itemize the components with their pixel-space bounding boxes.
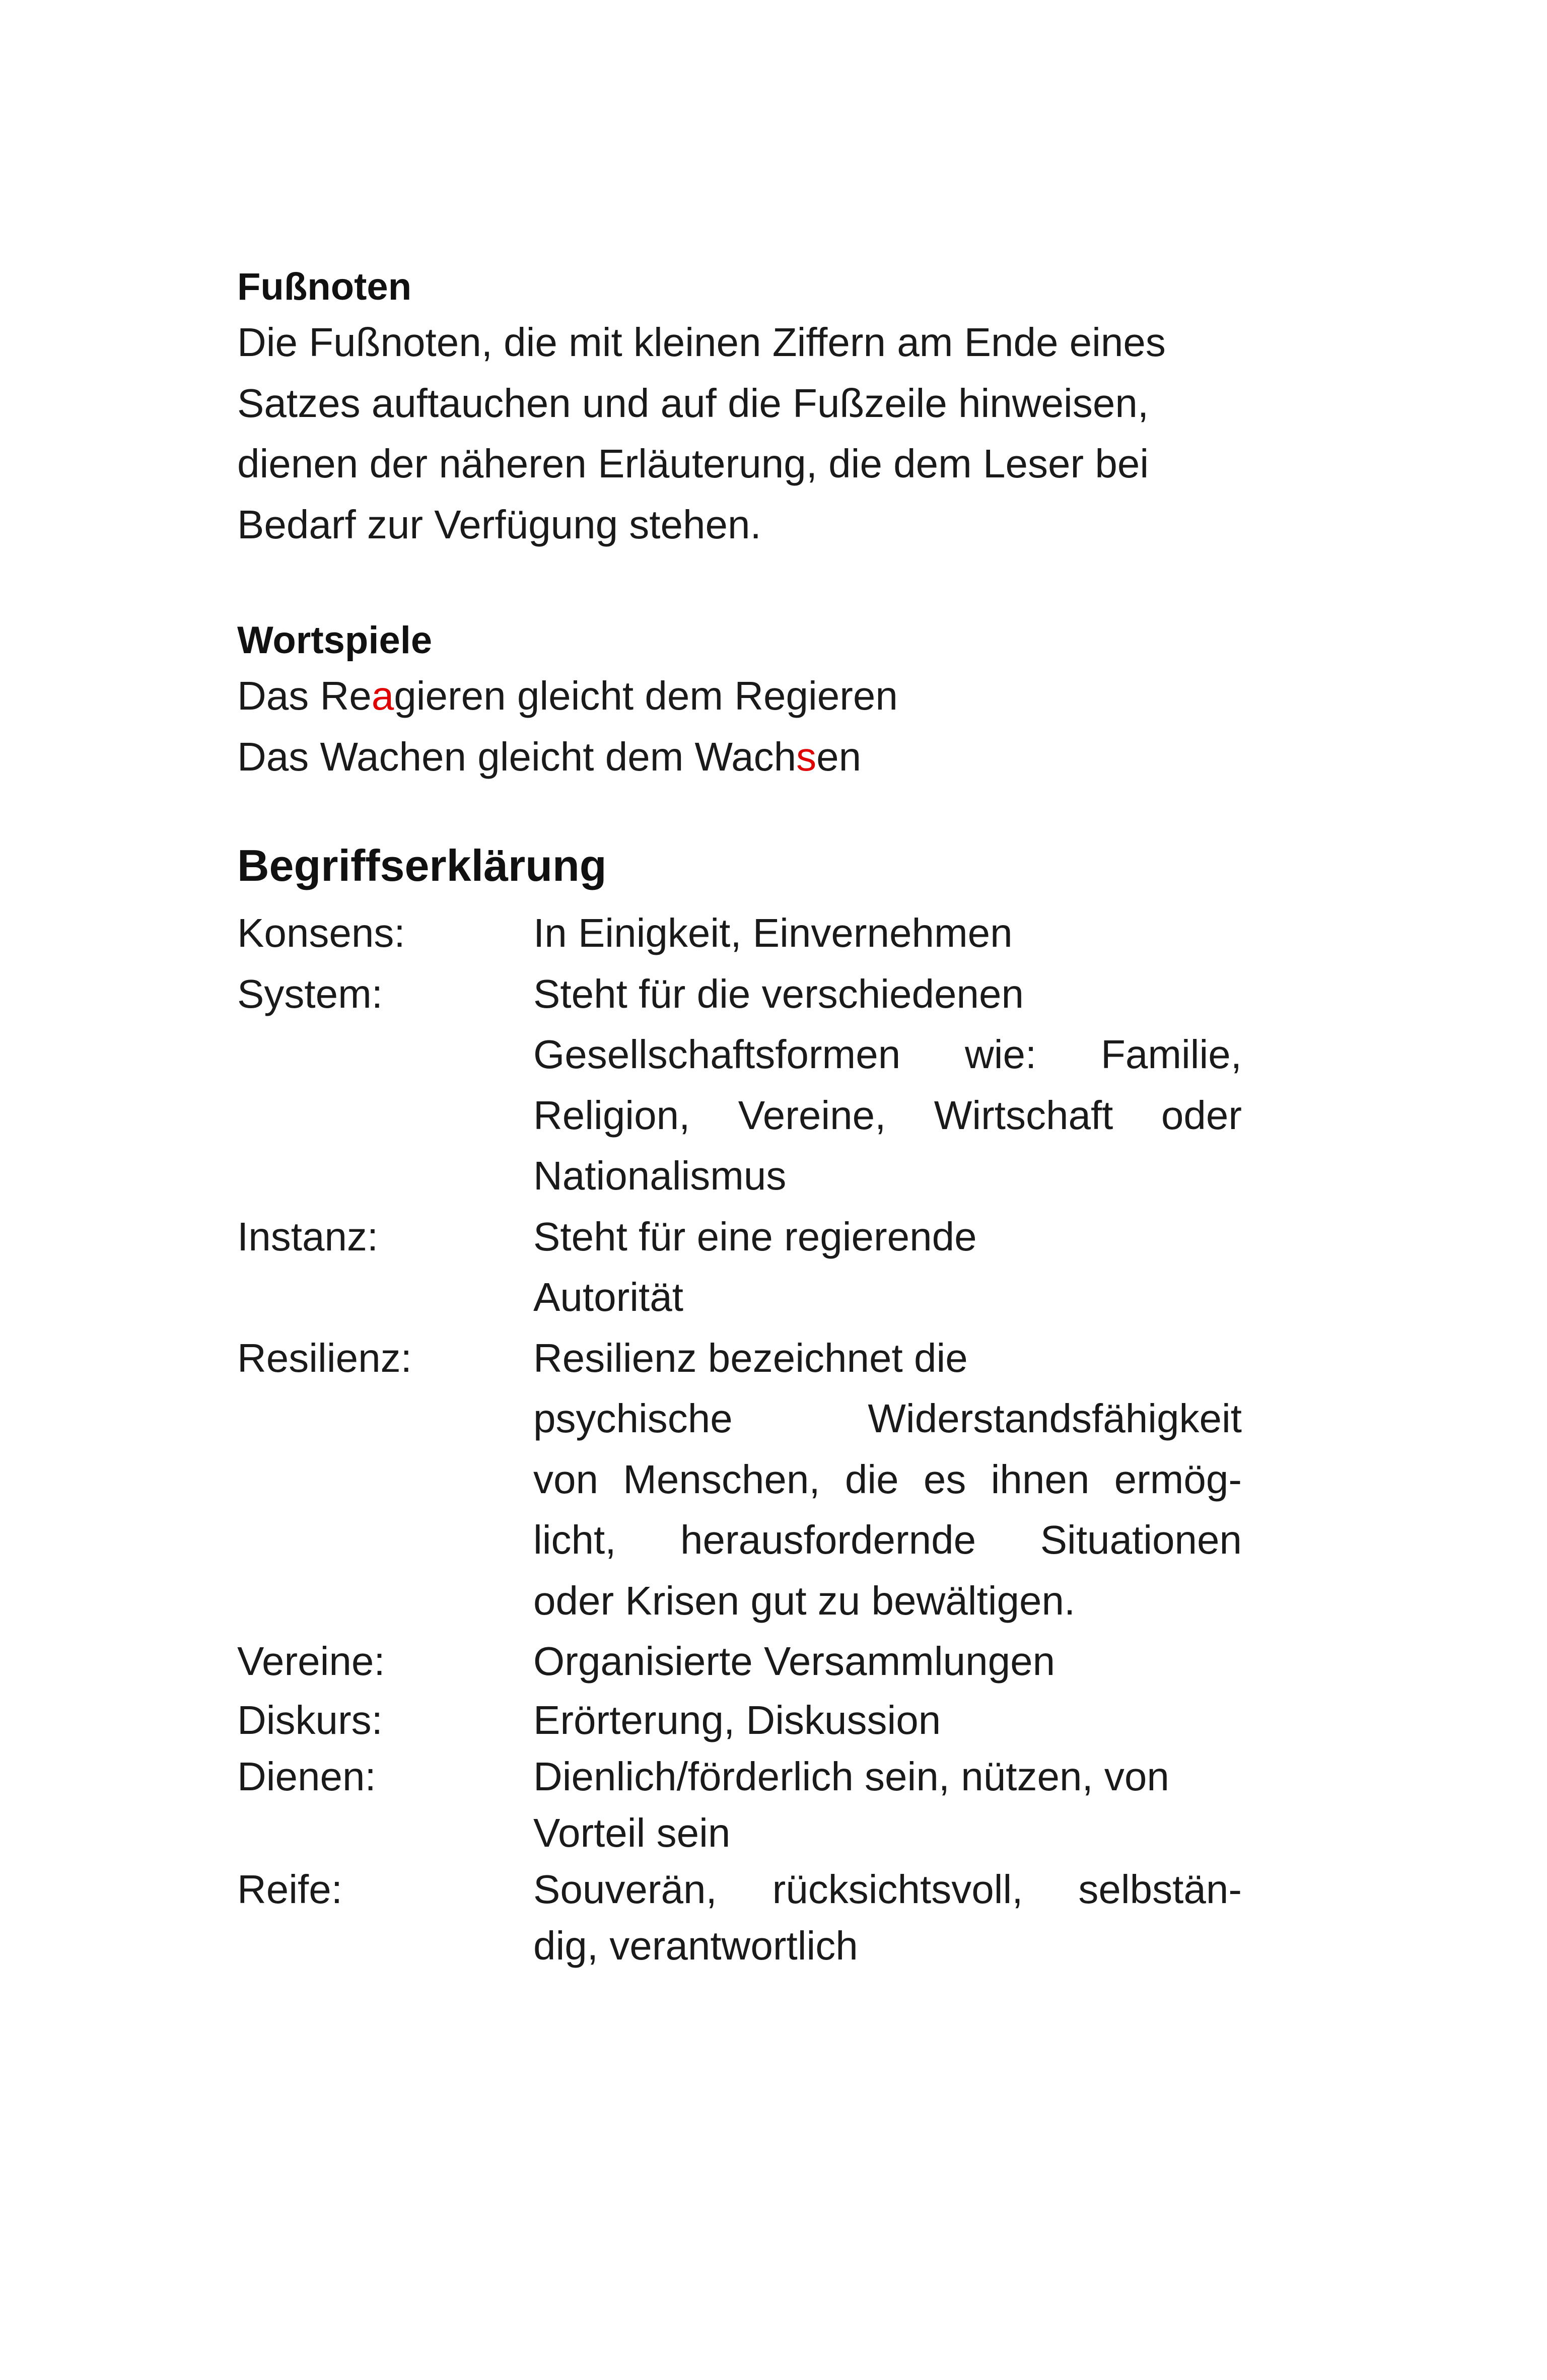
glossary-term: Resilienz: — [237, 1335, 412, 1380]
glossary-entry — [237, 1207, 1242, 1328]
definition-line: von Menschen, die es ihnen ermög- — [533, 1456, 1242, 1502]
definition-line: dig, verantwortlich — [533, 1923, 858, 1968]
glossary-entry — [237, 1748, 1242, 1861]
footnotes-line: Bedarf zur Verfügung stehen. — [237, 502, 761, 547]
glossary-heading: Begriffserklärung — [237, 841, 607, 890]
wordplay-heading: Wortspiele — [237, 619, 433, 662]
footnotes-heading: Fußnoten — [237, 265, 412, 308]
definition-line: Erörterung, Diskussion — [533, 1697, 941, 1742]
glossary-entry — [237, 1692, 1242, 1748]
definition-line: Steht für die verschiedenen — [533, 971, 1024, 1016]
footnotes-paragraph — [237, 312, 1242, 555]
glossary-term: Reife: — [237, 1866, 342, 1912]
definition-line: Nationalismus — [533, 1153, 787, 1198]
glossary-list — [237, 903, 1242, 1974]
definition-line: Religion, Vereine, Wirtschaft oder — [533, 1092, 1242, 1138]
definition-line: licht, herausfordernde Situationen — [533, 1517, 1242, 1562]
definition-line: Steht für eine regierende — [533, 1214, 977, 1259]
definition-line: Dienlich/förderlich sein, nützen, von — [533, 1754, 1169, 1799]
definition-line: Souverän, rücksichtsvoll, selbstän- — [533, 1866, 1242, 1912]
glossary-definition — [533, 1861, 1242, 1974]
glossary-definition — [533, 1328, 1242, 1632]
glossary-entry — [237, 964, 1242, 1207]
footnotes-line: dienen der näheren Erläuterung, die dem Leser bei — [237, 441, 1149, 486]
wordplay-text: gieren gleicht dem Regieren — [394, 673, 898, 718]
glossary-definition — [533, 1692, 1242, 1748]
definition-line: Gesellschaftsformen wie: Familie, — [533, 1032, 1242, 1077]
wordplay-text: en — [816, 734, 862, 779]
glossary-entry — [237, 903, 1242, 964]
definition-line: psychische Widerstandsfähigkeit — [533, 1396, 1242, 1441]
definition-line: Resilienz bezeichnet die — [533, 1335, 968, 1380]
wordplay-text: Das Re — [237, 673, 372, 718]
definition-line: Vorteil sein — [533, 1810, 731, 1855]
definition-line: In Einigkeit, Einvernehmen — [533, 911, 1013, 955]
wordplay-highlight-letter: a — [371, 673, 394, 718]
glossary-entry — [237, 1861, 1242, 1974]
glossary-definition — [533, 1207, 1242, 1328]
wordplay-line-1 — [237, 666, 1242, 727]
glossary-definition — [533, 903, 1242, 964]
wordplay-text: Das Wachen gleicht dem Wach — [237, 734, 797, 779]
wordplay-highlight-letter: s — [796, 734, 817, 779]
glossary-term: System: — [237, 971, 383, 1016]
glossary-term: Diskurs: — [237, 1697, 383, 1742]
glossary-term: Vereine: — [237, 1639, 385, 1684]
glossary-definition — [533, 1748, 1242, 1861]
glossary-entry — [237, 1631, 1242, 1692]
definition-line: Organisierte Versammlungen — [533, 1639, 1056, 1684]
glossary-term: Instanz: — [237, 1214, 379, 1259]
glossary-term: Konsens: — [237, 911, 405, 955]
footnotes-line: Satzes auftauchen und auf die Fußzeile hinweisen, — [237, 380, 1149, 426]
document-page — [237, 262, 1242, 1974]
glossary-entry — [237, 1328, 1242, 1632]
glossary-definition — [533, 1631, 1242, 1692]
definition-line: Autorität — [533, 1275, 683, 1319]
footnotes-line: Die Fußnoten, die mit kleinen Ziffern am Ende eines — [237, 320, 1166, 365]
wordplay-paragraph — [237, 666, 1242, 787]
glossary-definition — [533, 964, 1242, 1207]
glossary-term: Dienen: — [237, 1754, 376, 1799]
wordplay-line-2 — [237, 727, 1242, 788]
definition-line: oder Krisen gut zu bewältigen. — [533, 1578, 1076, 1623]
